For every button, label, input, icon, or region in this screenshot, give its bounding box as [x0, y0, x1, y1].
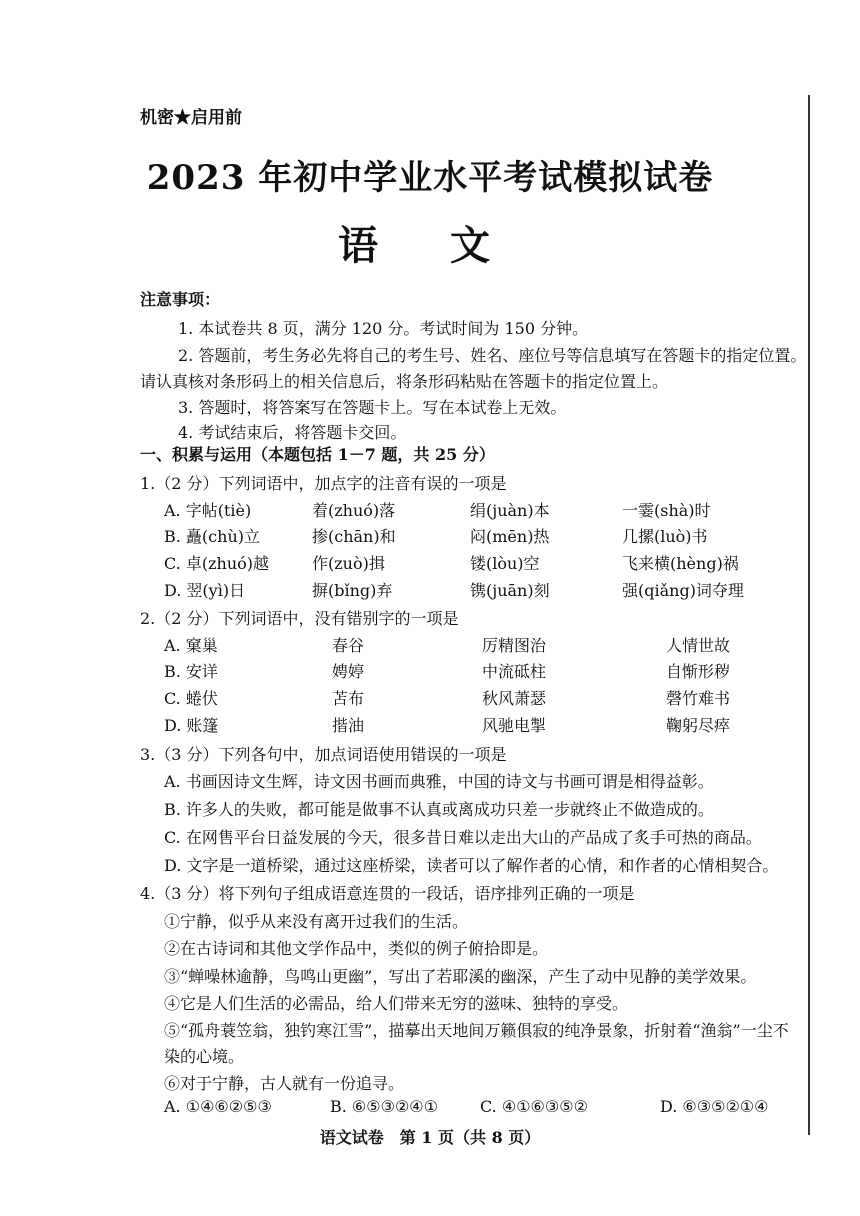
exam-title: 2023 年初中学业水平考试模拟试卷: [146, 158, 714, 198]
question-4-stem: 4.（3 分）将下列句子组成语意连贯的一段话，语序排列正确的一项是: [140, 884, 635, 903]
question-4-sentence: ③“蝉噪林逾静，鸟鸣山更幽”，写出了若耶溪的幽深，产生了动中见静的美学效果。: [164, 967, 757, 986]
question-4-sentence: ②在古诗词和其他文学作品中，类似的例子俯拾即是。: [164, 939, 549, 958]
question-4-sentence: ①宁静，似乎从来没有离开过我们的生活。: [164, 912, 469, 931]
notice-heading: 注意事项：: [140, 290, 221, 309]
notice-item: 4. 考试结束后，将答题卡交回。: [178, 423, 407, 442]
question-2-stem: 2.（2 分）下列词语中，没有错别字的一项是: [140, 609, 459, 628]
option-cell: 人情世故: [666, 636, 731, 655]
question-2-row: [164, 713, 804, 737]
option-cell: 揩油: [332, 716, 365, 735]
notice-item: 2. 答题前，考生务必先将自己的考生号、姓名、座位号等信息填写在答题卡的指定位置。: [178, 346, 807, 365]
question-4-answers: [164, 1097, 804, 1121]
option-cell: 厉精图治: [482, 636, 547, 655]
question-3-option: D. 文字是一道桥梁，通过这座桥梁，读者可以了解作者的心情，和作者的心情相契合。: [164, 856, 779, 875]
question-3-stem: 3.（3 分）下列各句中，加点词语使用错误的一项是: [140, 745, 507, 764]
option-cell: 镂(lòu)空: [470, 554, 540, 573]
notice-item-continued: 请认真核对条形码上的相关信息后，将条形码粘贴在答题卡的指定位置上。: [140, 372, 669, 391]
question-1-row: [164, 551, 804, 575]
option-cell: 娉婷: [332, 662, 365, 681]
option-cell: 着(zhuó)落: [312, 501, 396, 520]
option-cell: 飞来横(hèng)祸: [622, 554, 739, 573]
option-cell: 镌(juān)刻: [470, 581, 550, 600]
question-4-sentence: ④它是人们生活的必需品，给人们带来无穷的滋味、独特的享受。: [164, 994, 629, 1013]
option-cell: 秋风萧瑟: [482, 689, 547, 708]
section-heading: 一、积累与运用（本题包括 1－7 题，共 25 分）: [140, 445, 495, 464]
option-cell: A. 窠巢: [164, 636, 218, 655]
option-cell: A. 字帖(tiè): [164, 501, 252, 520]
option-cell: D. 翌(yì)日: [164, 581, 246, 600]
option-cell: C. 卓(zhuó)越: [164, 554, 270, 573]
question-2-row: [164, 633, 804, 657]
question-4-sentence-continued: 染的心境。: [164, 1047, 245, 1066]
option-cell: 作(zuò)揖: [312, 554, 385, 573]
question-3-option: A. 书画因诗文生辉，诗文因书画而典雅，中国的诗文与书画可谓是相得益彰。: [164, 772, 714, 791]
question-4-sentence: ⑥对于宁静，古人就有一份追寻。: [164, 1074, 405, 1093]
answer-option: C. ④①⑥③⑤②: [480, 1097, 588, 1116]
page-footer: 语文试卷 第 1 页（共 8 页）: [319, 1128, 541, 1147]
confidential-label: 机密★启用前: [140, 108, 242, 128]
question-2-row: [164, 686, 804, 710]
notice-item: 3. 答题时，将答案写在答题卡上。写在本试卷上无效。: [178, 398, 567, 417]
option-cell: 摒(bǐng)弃: [312, 581, 393, 600]
option-cell: 绢(juàn)本: [470, 501, 550, 520]
option-cell: C. 蜷伏: [164, 689, 218, 708]
question-2-row: [164, 659, 804, 683]
question-3-option: B. 许多人的失败，都可能是做事不认真或离成功只差一步就终止不做造成的。: [164, 800, 714, 819]
option-cell: B. 矗(chù)立: [164, 527, 260, 546]
question-1-stem: 1.（2 分）下列词语中，加点字的注音有误的一项是: [140, 474, 507, 493]
subject-title: 语文: [338, 222, 562, 269]
option-cell: 苫布: [332, 689, 365, 708]
question-3-option: C. 在网售平台日益发展的今天，很多昔日难以走出大山的产品成了炙手可热的商品。: [164, 828, 762, 847]
answer-option: A. ①④⑥②⑤③: [164, 1097, 272, 1116]
question-1-row: [164, 524, 804, 548]
option-cell: 自惭形秽: [666, 662, 731, 681]
option-cell: 几摞(luò)书: [622, 527, 708, 546]
option-cell: B. 安详: [164, 662, 218, 681]
option-cell: 春谷: [332, 636, 365, 655]
option-cell: D. 账篷: [164, 716, 219, 735]
option-cell: 一霎(shà)时: [622, 501, 711, 520]
option-cell: 中流砥柱: [482, 662, 547, 681]
answer-option: B. ⑥⑤③②④①: [330, 1097, 438, 1116]
answer-option: D. ⑥③⑤②①④: [660, 1097, 769, 1116]
notice-item: 1. 本试卷共 8 页，满分 120 分。考试时间为 150 分钟。: [178, 319, 589, 338]
question-1-row: [164, 498, 804, 522]
option-cell: 闷(mēn)热: [470, 527, 550, 546]
option-cell: 鞠躬尽瘁: [666, 716, 731, 735]
option-cell: 强(qiǎng)词夺理: [622, 581, 744, 600]
option-cell: 风驰电掣: [482, 716, 547, 735]
question-1-row: [164, 578, 804, 602]
question-4-sentence: ⑤“孤舟蓑笠翁，独钓寒江雪”，描摹出天地间万籁俱寂的纯净景象，折射着“渔翁”一尘不: [164, 1021, 789, 1040]
option-cell: 掺(chān)和: [312, 527, 396, 546]
option-cell: 磬竹难书: [666, 689, 731, 708]
